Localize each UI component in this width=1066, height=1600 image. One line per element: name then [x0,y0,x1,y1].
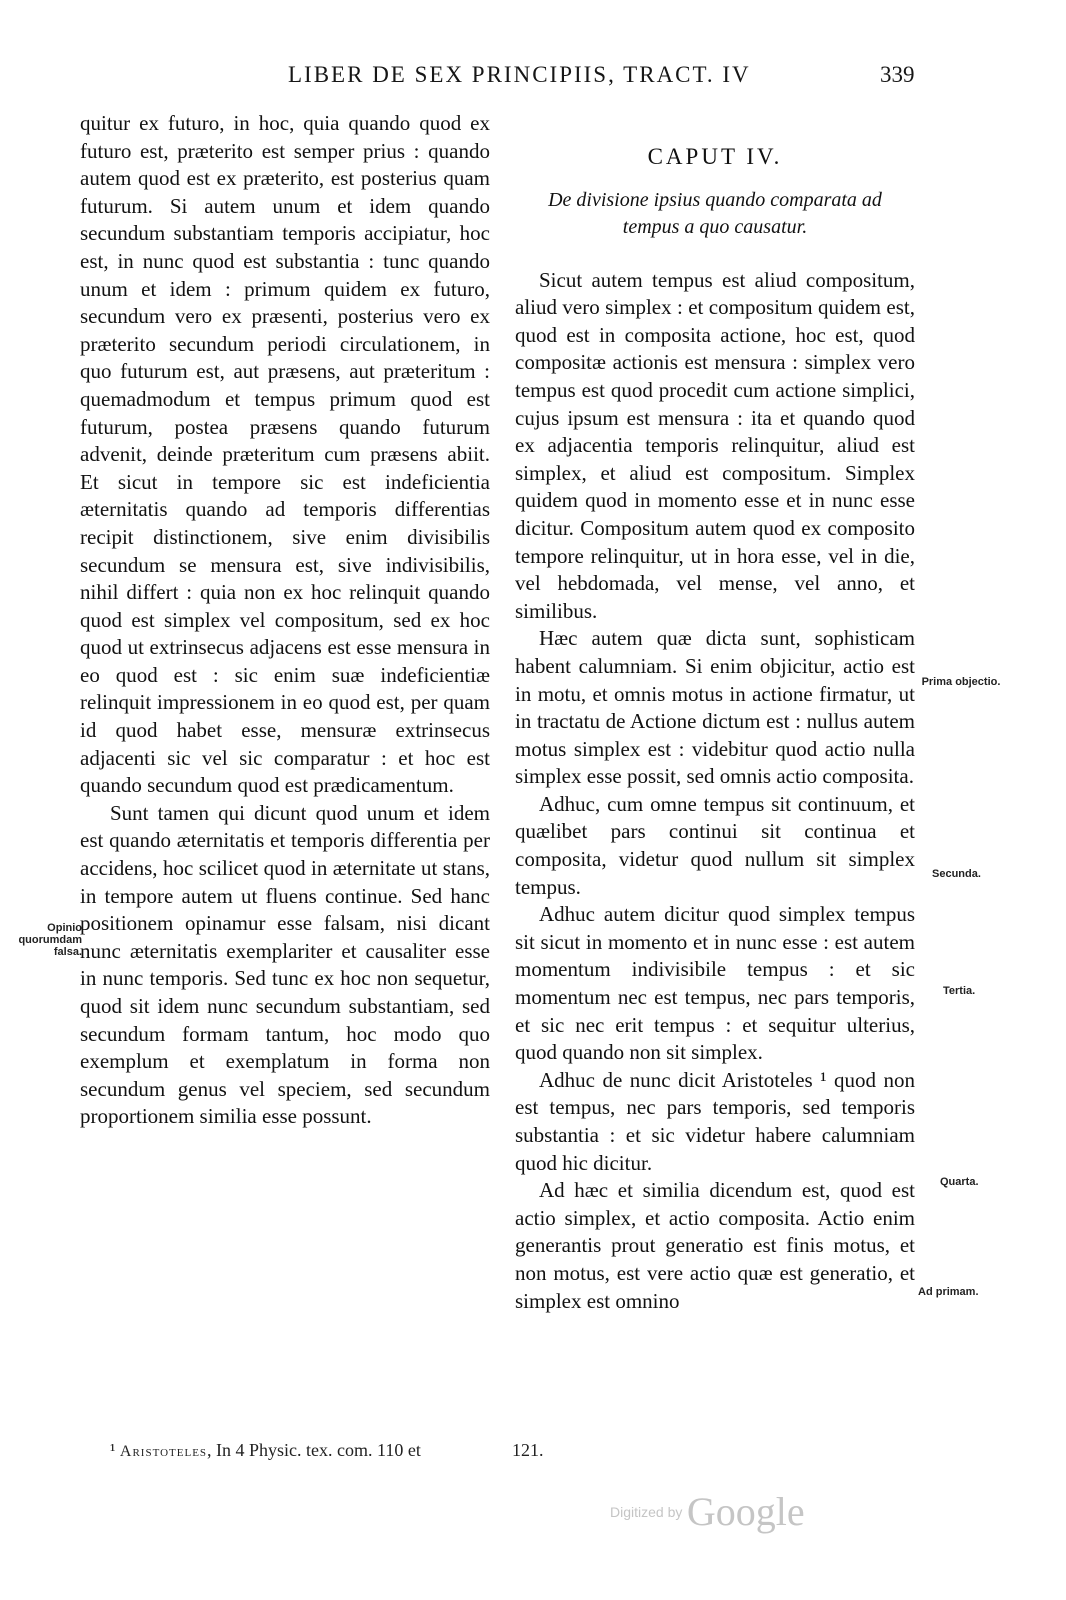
watermark-prefix: Digitized by [610,1504,683,1520]
chapter-subtitle: De divisione ipsius quando comparata ad tempus a quo causatur. [548,188,882,238]
margin-note-secunda: Secunda. [932,868,981,880]
left-paragraph-2: Sunt tamen qui dicunt quod unum et idem est quando æternitatis et temporis differentia per accidens, hoc scilicet quod in æternitate ut stans, in tempore autem ut fluens continue. Sed hanc positionem opinamur esse falsam, nisi dicant nunc æternitatis exemplariter et causaliter esse in nunc temporis. Sed tunc ex hoc non sequetur, quod sit idem nunc secundum substantiam, sed secundum formam tantum, hoc modo quo exemplum et exemplatum in forma non secundum genus vel speciem, sed secundum proportionem similia esse possunt. [80,800,490,1129]
right-paragraph-5: Adhuc de nunc dicit Aristoteles ¹ quod non est tempus, nec pars temporis, sed temporis substantia : et sic videtur habere calumniam quod hic dicitur. [515,1067,915,1175]
right-paragraph-6: Ad hæc et similia dicendum est, quod est actio simplex, et actio composita. Actio enim generantis prout generatio est finis motus, et non motus, est vere actio quæ est generatio, et simplex est omnino [515,1178,915,1313]
margin-note-prima-objectio: Prima objectio. [921,676,1001,688]
running-title: LIBER DE SEX PRINCIPIIS, TRACT. IV [288,62,751,87]
google-logo: Google [686,1489,805,1534]
right-column [515,143,915,1315]
right-paragraph-3: Adhuc, cum omne tempus sit continuum, et quælibet pars continui sit continua et composita, videtur quod nullum sit simplex tempus. [515,791,915,899]
right-paragraph-4: Adhuc autem dicitur quod simplex tempus sit sicut in momento et in nunc esse : est autem momentum indivisibile tempus : et sic momentum nec est tempus, nec pars temporis, et sic nec erit tempus : et sequitur ulterius, quod quando non sit simplex. [515,902,915,1065]
left-paragraph-1: quitur ex futuro, in hoc, quia quando quod ex futuro est, præterito est semper prius : quando autem quod est ex præterito, est posterius quam futurum. Si autem unum et idem quando secundum substantiam temporis accipiatur, hoc est, in nunc quod est substantia : tunc quando unum et idem : primum quidem ex futuro, secundum vero ex præsenti, posterius vero ex præterito secundum periodi circulationem, in quo futurum est, aut præsens, aut præteritum : quemadmodum et tempus primum quod est futurum, postea præsens quando futurum advenit, deinde præteritum cum præsens abiit. Et sicut in tempore sic est indeficientia æternitatis quando ad temporis differentias recipit distinctionem, sive enim divisibilis secundum se mensura est, sive indivisibilis, nihil differt : quia non ex hoc relinquit quando quod est simplex vel compositum, sed ex hoc quod ut extrinsecus adjacens est esse mensura in eo quod est : sic enim suæ indeficientiæ relinquit impressionem in eo quod est, per quam id quod habet esse, mensuræ extrinsecus adjacenti sic vel sic comparatur : et hoc est quando secundum quod est prædicamentum. [80,111,490,798]
digitized-watermark [610,1488,805,1535]
footnote-marker: ¹ [110,1440,116,1460]
footnote [110,1440,421,1461]
margin-note-opinio: Opinio quorumdam falsa. [18,922,82,958]
footnote-continuation: 121. [512,1440,544,1460]
margin-note-tertia: Tertia. [943,985,976,997]
right-paragraph-2: Hæc autem quæ dicta sunt, sophisticam habent calumniam. Si enim objicitur, actio est in motu, et omnis motus in actione firmatur, ut in tractatu de Actione dictum est : nullus autem motus simplex est : videbitur quod actio nulla simplex esse possit, sed omnis actio composita. [515,626,915,789]
margin-note-quarta: Quarta. [940,1176,979,1188]
footnote-author: Aristoteles [119,1443,208,1460]
right-paragraph-1: Sicut autem tempus est aliud compositum, aliud vero simplex : et compositum quidem est, quod est in composita actione, hoc est, quod compositæ actionis est mensura : simplex vero tempus est quod procedit cum actione simplici, cujus ipsum est mensura : ita et quando quod ex adjacentia temporis relinquitur, aliud est simplex, et aliud est compositum. Simplex quidem quod in momento esse et in nunc esse dicitur. Compositum autem quod ex composito tempore relinquitur, ut in hora esse, vel in die, vel hebdomada, vel mense, vel anno, et similibus. [515,267,915,623]
footnote-text: , In 4 Physic. tex. com. 110 et [207,1440,421,1460]
page-number: 339 [880,62,915,87]
left-column [80,110,490,1131]
margin-note-ad-primam: Ad primam. [918,1286,979,1298]
chapter-title: CAPUT IV. [647,144,783,169]
